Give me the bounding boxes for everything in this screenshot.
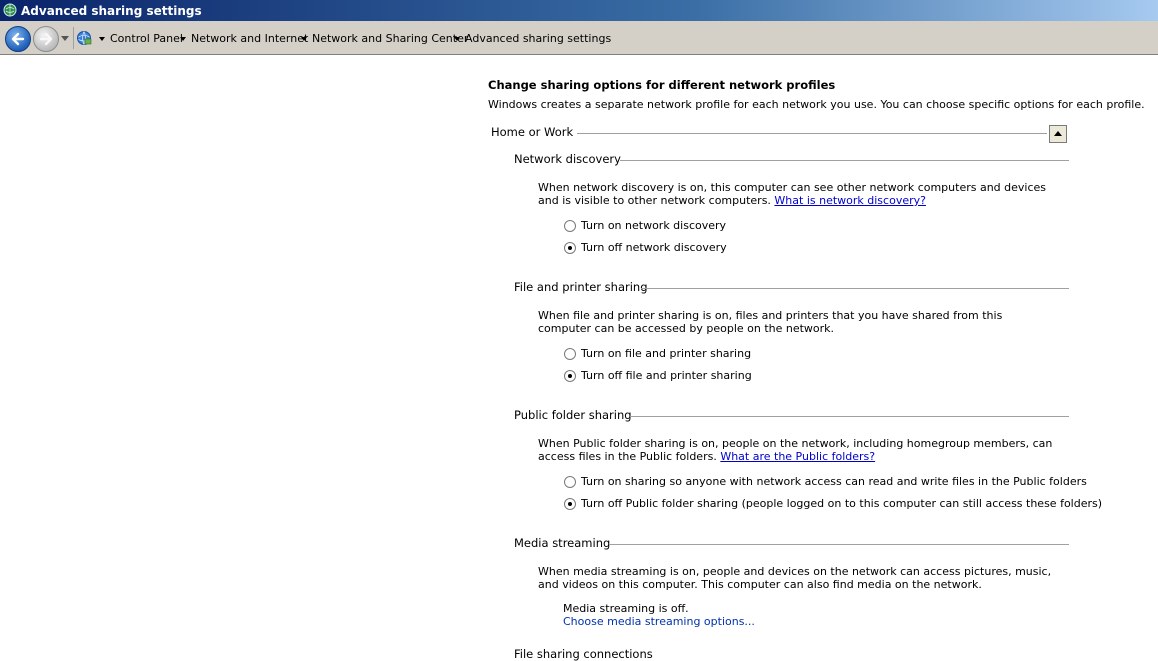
history-dropdown-icon[interactable] (61, 36, 69, 42)
breadcrumb-control-panel[interactable]: Control Panel (110, 32, 183, 45)
title-bar (0, 0, 1158, 21)
section-file-sharing-connections: File sharing connections (514, 647, 653, 661)
address-bar (0, 21, 1158, 55)
back-button[interactable] (5, 26, 31, 52)
what-are-public-folders-link[interactable]: What are the Public folders? (720, 450, 876, 463)
page-intro: Windows creates a separate network profile for each network you use. You can choose specific options for each profile. (488, 98, 1145, 111)
profile-label: Home or Work (491, 125, 579, 139)
divider (620, 160, 1069, 161)
chevron-up-icon (1054, 131, 1062, 137)
breadcrumb-dropdown[interactable] (454, 37, 460, 41)
radio-button[interactable] (564, 220, 576, 232)
divider (609, 544, 1069, 545)
description-text: When network discovery is on, this computer can see other network computers and devices and is visible to other network computers. (538, 181, 1047, 207)
radio-button[interactable] (564, 476, 576, 488)
section-description (538, 181, 1058, 207)
what-is-network-discovery-link[interactable]: What is network discovery? (774, 194, 926, 207)
radio-button-selected[interactable] (564, 370, 576, 382)
choose-media-streaming-options-link[interactable]: Choose media streaming options... (563, 615, 755, 628)
section-network-discovery (514, 152, 1069, 168)
section-file-printer-sharing (514, 280, 1069, 296)
divider (641, 288, 1069, 289)
radio-label: Turn on sharing so anyone with network access can read and write files in the Public folders (581, 475, 1087, 488)
profile-header-home-work[interactable] (491, 125, 1047, 141)
network-globe-icon (3, 3, 17, 17)
radio-label: Turn on file and printer sharing (581, 347, 752, 360)
breadcrumb-dropdown[interactable] (301, 37, 307, 41)
breadcrumb-root-dropdown[interactable] (99, 37, 105, 41)
section-description (538, 437, 1058, 463)
section-description (538, 565, 1058, 591)
divider (577, 133, 1047, 134)
page-title: Change sharing options for different network profiles (488, 78, 836, 92)
section-public-folder-sharing (514, 408, 1069, 424)
window-title: Advanced sharing settings (21, 4, 202, 18)
main-content (488, 55, 1158, 661)
media-streaming-status: Media streaming is off. (563, 602, 689, 615)
section-title: Public folder sharing (514, 408, 638, 422)
breadcrumb-network-and-internet[interactable]: Network and Internet (191, 32, 309, 45)
radio-label: Turn off network discovery (581, 241, 727, 254)
radio-button-selected[interactable] (564, 498, 576, 510)
radio-label: Turn on network discovery (581, 219, 727, 232)
radio-button[interactable] (564, 348, 576, 360)
section-title: Network discovery (514, 152, 627, 166)
breadcrumb-dropdown[interactable] (180, 37, 186, 41)
radio-button-selected[interactable] (564, 242, 576, 254)
breadcrumb-advanced-sharing[interactable]: Advanced sharing settings (465, 32, 612, 45)
divider (630, 416, 1069, 417)
network-location-icon (76, 30, 92, 46)
radio-label: Turn off file and printer sharing (581, 369, 752, 382)
forward-button[interactable] (33, 26, 59, 52)
forward-arrow-icon (38, 31, 54, 47)
section-title: File and printer sharing (514, 280, 654, 294)
radio-label: Turn off Public folder sharing (people logged on to this computer can still access these folders) (581, 497, 1103, 510)
description-text: When Public folder sharing is on, people on the network, including homegroup members, can access files in the Public folders. (538, 437, 1053, 463)
section-description (538, 309, 1058, 335)
description-text: When media streaming is on, people and devices on the network can access pictures, music, and videos on this computer. This computer can also find media on the network. (538, 565, 1052, 591)
collapse-profile-button[interactable] (1049, 125, 1067, 143)
section-media-streaming (514, 536, 1069, 552)
address-divider (73, 27, 74, 49)
back-arrow-icon (10, 31, 26, 47)
description-text: When file and printer sharing is on, files and printers that you have shared from this computer can be accessed by people on the network. (538, 309, 1003, 335)
section-title: Media streaming (514, 536, 616, 550)
breadcrumb-network-sharing-center[interactable]: Network and Sharing Center (312, 32, 469, 45)
